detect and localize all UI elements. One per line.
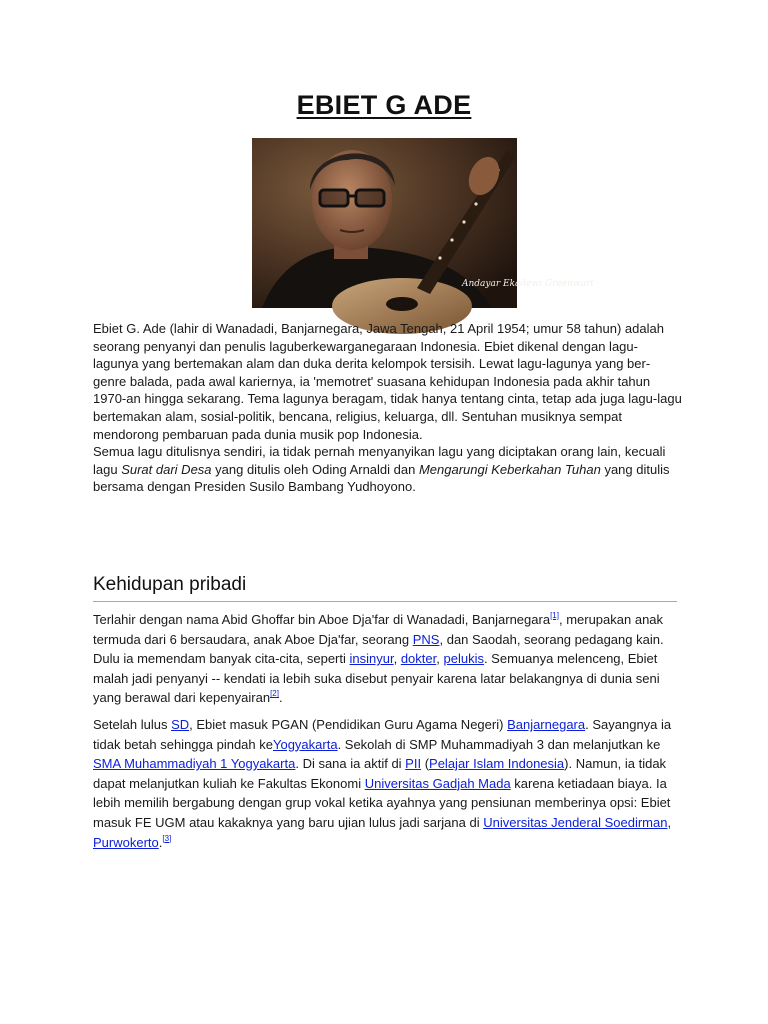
text-span: karena ketiadaan biaya. Ia lebih memilih bergabung dengan grup vokal ketika ayahnya yang pensiunan memberinya opsi: Ebiet masuk FE UGM atau kakaknya yang baru ujian lulus jadi sarjana di <box>93 775 671 830</box>
text-span: yang ditulis oleh Oding Arnaldi dan <box>211 461 419 477</box>
text-span: . Semuanya melenceng, Ebiet malah jadi penyanyi -- kendati ia lebih suka disebut penyair karena latar belakangnya di dunia seni yang berawal dari kepenyairan <box>93 651 660 706</box>
text-span: . Sekolah di SMP Muhammadiyah 3 dan melanjutkan ke <box>337 736 661 752</box>
text-span: Setelah lulus <box>93 716 172 732</box>
section-paragraph-1 <box>93 610 673 708</box>
song-title: Surat dari Desa <box>121 461 212 477</box>
link-sma-muhammadiyah[interactable]: SMA Muhammadiyah 1 Yogyakarta <box>93 756 296 772</box>
link-yogyakarta[interactable]: Yogyakarta <box>272 736 338 752</box>
text-span: . Di sana ia aktif di <box>295 756 406 772</box>
text-span: , <box>436 651 444 667</box>
link-insinyur[interactable]: insinyur <box>349 651 394 667</box>
reference-link[interactable]: [1] <box>550 611 559 620</box>
text-span: Semua lagu ditulisnya sendiri, ia tidak pernah menyanyikan lagu yang diciptakan orang lain, kecuali lagu <box>93 444 666 477</box>
link-dokter[interactable]: dokter <box>400 651 437 667</box>
text-span: , dan Saodah, seorang pedagang kain. Dulu ia memendam banyak cita-cita, seperti <box>93 631 664 667</box>
text-span: , <box>667 814 672 830</box>
link-universitas-jenderal-soedirman[interactable]: Universitas Jenderal Soedirman <box>483 814 668 830</box>
link-purwokerto[interactable]: Purwokerto <box>93 834 159 850</box>
song-title: Mengarungi Keberkahan Tuhan <box>418 461 601 477</box>
section-heading: Kehidupan pribadi <box>93 572 677 602</box>
text-span: . <box>158 834 163 850</box>
text-span: Terlahir dengan nama Abid Ghoffar bin Aboe Dja'far di Wanadadi, Banjarnegara <box>93 612 551 627</box>
section-paragraph-2 <box>93 715 673 852</box>
text-span: ). Namun, ia tidak dapat melanjutkan kuliah ke Fakultas Ekonomi <box>93 756 667 791</box>
reference-3[interactable] <box>162 834 171 843</box>
portrait-illustration <box>252 138 594 308</box>
page-title: EBIET G ADE <box>296 90 472 120</box>
link-pelajar-islam-indonesia[interactable]: Pelajar Islam Indonesia <box>429 756 565 772</box>
section-body <box>93 610 673 859</box>
reference-1[interactable] <box>550 611 559 620</box>
link-pelukis[interactable]: pelukis <box>443 651 484 667</box>
text-span: . <box>278 690 283 706</box>
text-span: , <box>393 651 401 667</box>
text-span: . Sayangnya ia tidak betah sehingga pindah ke <box>93 716 672 752</box>
intro-text <box>93 320 683 496</box>
link-sd[interactable]: SD <box>171 716 190 732</box>
reference-link[interactable]: [3] <box>162 833 172 843</box>
text-span: yang ditulis bersama dengan Presiden Susilo Bambang Yudhoyono. <box>93 461 670 495</box>
link-universitas-gadjah-mada[interactable]: Universitas Gadjah Mada <box>364 775 511 791</box>
link-pns[interactable]: PNS <box>412 631 440 647</box>
link-banjarnegara[interactable]: Banjarnegara <box>507 716 586 732</box>
text-span: , Ebiet masuk PGAN (Pendidikan Guru Agama Negeri) <box>189 716 508 732</box>
intro-paragraph-2 <box>93 443 683 496</box>
intro-paragraph-1: Ebiet G. Ade (lahir di Wanadadi, Banjarnegara, Jawa Tengah, 21 April 1954; umur 58 tahun) adalah seorang penyanyi dan penulis laguberkewarganegaraan Indonesia. Ebiet dikenal dengan lagu-lagunya yang bertemakan alam dan duka derita kelompok tersisih. Lewat lagu-lagunya yang ber-genre balada, pada awal kariernya, ia 'memotret' suasana kehidupan Indonesia pada akhir tahun 1970-an hingga sekarang. Tema lagunya beragam, tidak hanya tentang cinta, tetap ada juga lagu-lagu bertemakan alam, sosial-politik, bencana, religius, keluarga, dll. Sentuhan musiknya sempat mendorong pembaruan pada dunia musik pop Indonesia. <box>93 321 682 442</box>
text-span: ( <box>421 756 430 772</box>
link-pii[interactable]: PII <box>405 756 422 772</box>
portrait-photo <box>252 138 594 308</box>
text-span: , merupakan anak termuda dari 6 bersaudara, anak Aboe Dja'far, seorang <box>93 612 664 647</box>
reference-link[interactable]: [2] <box>270 689 279 699</box>
signature-text: Andayar Ekadewi Greenwart <box>462 279 594 289</box>
reference-2[interactable] <box>270 689 279 698</box>
